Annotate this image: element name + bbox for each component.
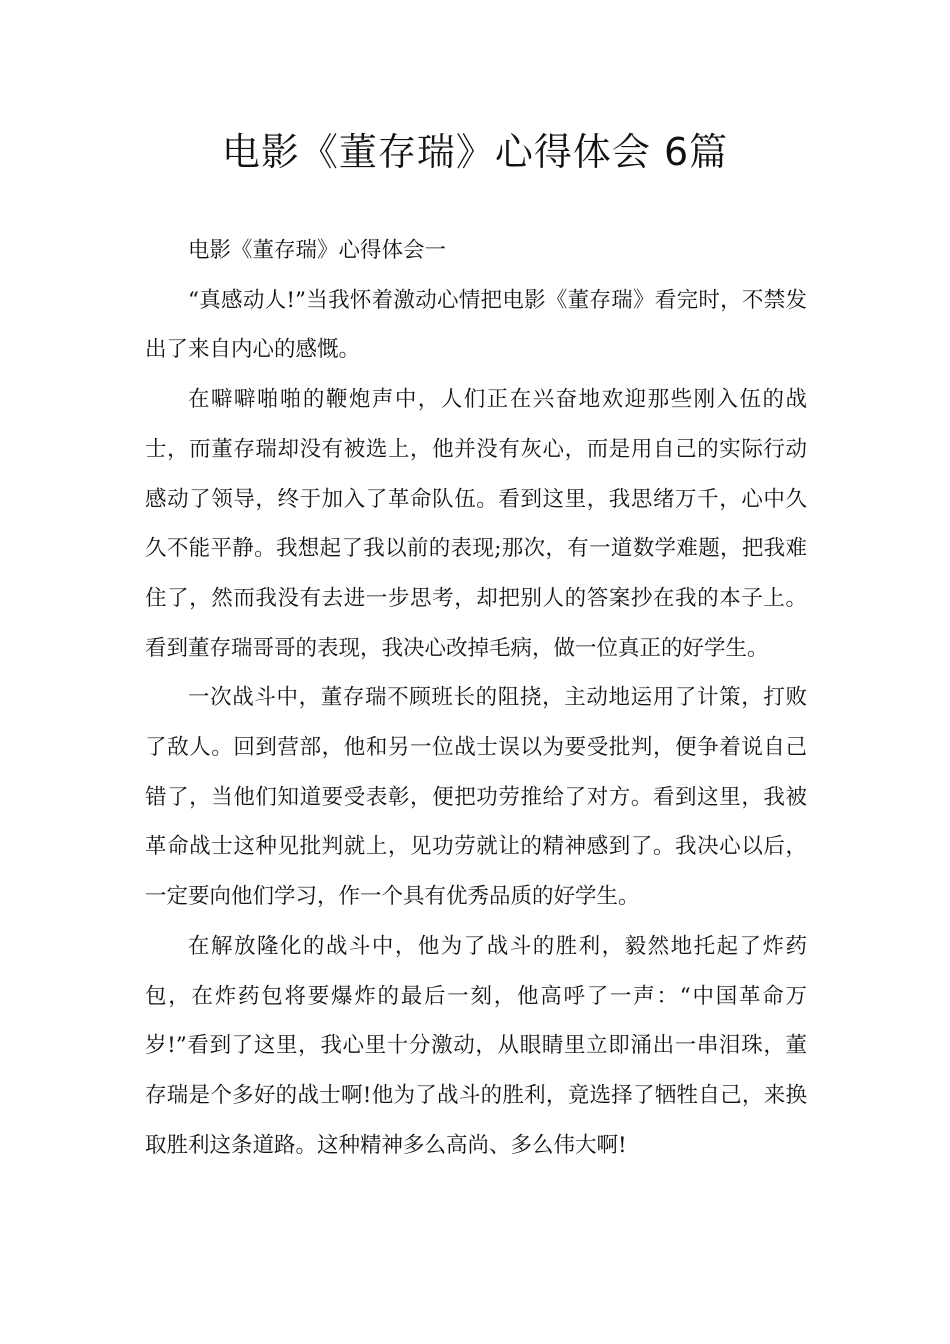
paragraph: 在解放隆化的战斗中，他为了战斗的胜利，毅然地托起了炸药包，在炸药包将要爆炸的最后一刻，他高呼了一声：“中国革命万岁!”看到了这里，我心里十分激动，从眼睛里立即涌出一串泪珠，董存瑞是个多好的战士啊!他为了战斗的胜利，竟选择了牺牲自己，来换取胜利这条道路。这种精神多么高尚、多么伟大啊! bbox=[145, 933, 807, 1158]
paragraph-subtitle: 电影《董存瑞》心得体会一 bbox=[188, 238, 447, 263]
paragraph: 一次战斗中，董存瑞不顾班长的阻挠，主动地运用了计策，打败了敌人。回到营部，他和另一位战士误以为要受批判，便争着说自己错了，当他们知道要受表彰，便把功劳推给了对方。看到这里，我被革命战士这种见批判就上，见功劳就让的精神感到了。我决心以后，一定要向他们学习，作一个具有优秀品质的好学生。 bbox=[145, 685, 807, 910]
paragraph: “真感动人!”当我怀着激动心情把电影《董存瑞》看完时，不禁发出了来自内心的感慨。 bbox=[145, 287, 807, 363]
paragraph: 在噼噼啪啪的鞭炮声中，人们正在兴奋地欢迎那些刚入伍的战士，而董存瑞却没有被选上，他并没有灰心，而是用自己的实际行动感动了领导，终于加入了革命队伍。看到这里，我思绪万千，心中久久不能平静。我想起了我以前的表现;那次，有一道数学难题，把我难住了，然而我没有去进一步思考，却把别人的答案抄在我的本子上。看到董存瑞哥哥的表现，我决心改掉毛病，做一位真正的好学生。 bbox=[145, 387, 807, 661]
document-title: 电影《董存瑞》心得体会 6篇 bbox=[221, 130, 729, 174]
document-body bbox=[145, 226, 807, 1170]
